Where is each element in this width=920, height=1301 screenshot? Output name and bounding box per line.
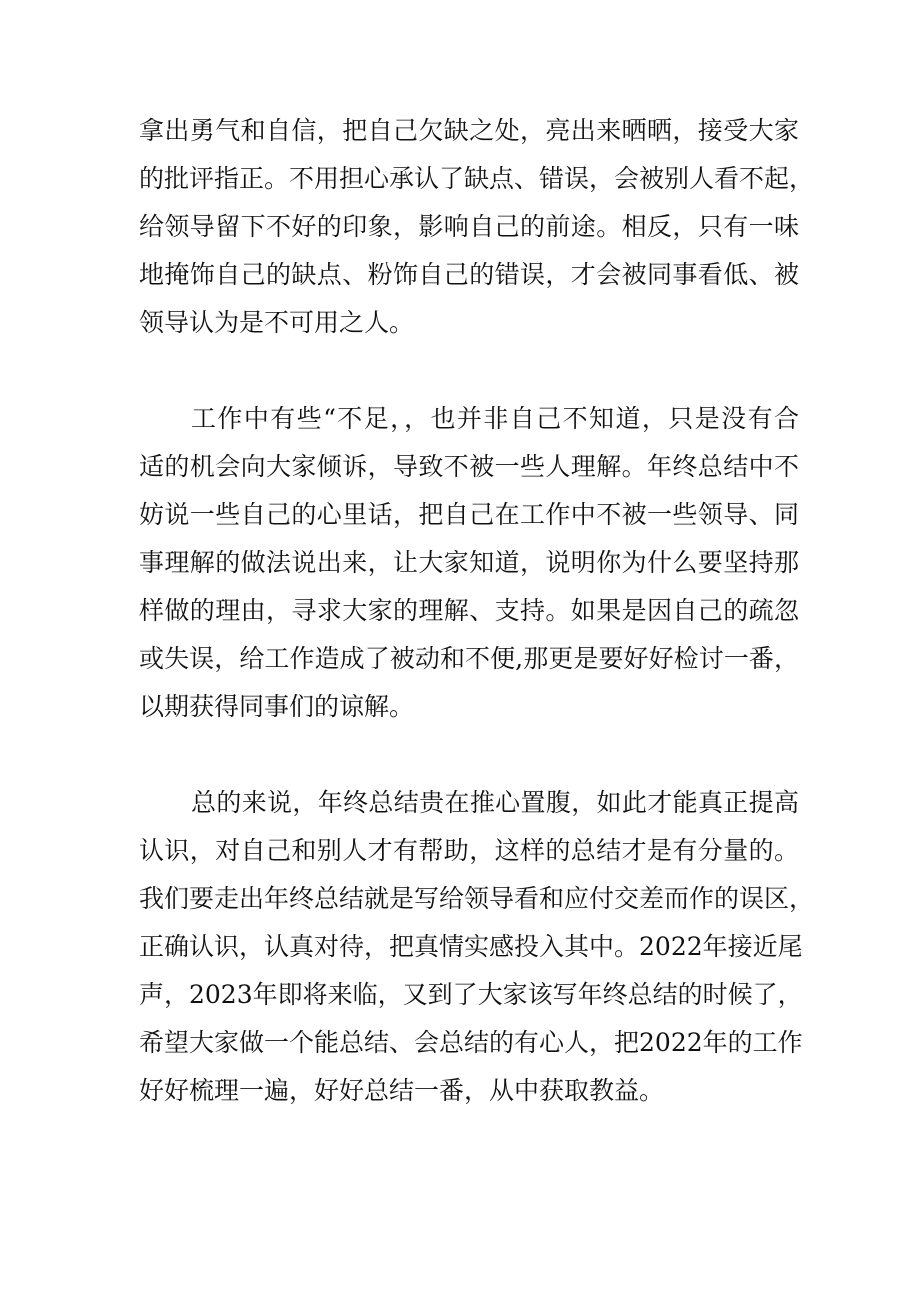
paragraph-line: 给领导留下不好的印象，影响自己的前途。相反，只有一味 (139, 212, 799, 241)
paragraph-line: 希望大家做一个能总结、会总结的有心人，把2022年的工作 (139, 1028, 803, 1057)
paragraph-line: 认识，对自己和别人才有帮助，这样的总结才是有分量的。 (139, 836, 799, 865)
paragraph-line: 适的机会向大家倾诉，导致不被一些人理解。年终总结中不 (139, 452, 799, 481)
paragraph-line: 事理解的做法说出来，让大家知道，说明你为什么要坚持那 (139, 548, 799, 577)
paragraph-line: 妨说一些自己的心里话，把自己在工作中不被一些领导、同 (139, 500, 799, 529)
paragraph-line: 总的来说，年终总结贵在推心置腹，如此才能真正提高 (191, 788, 799, 817)
paragraph-line: 好好梳理一遍，好好总结一番，从中获取教益。 (139, 1076, 665, 1105)
paragraph-line: 正确认识，认真对待，把真情实感投入其中。2022年接近尾 (139, 932, 803, 961)
paragraph-line: 样做的理由，寻求大家的理解、支持。如果是因自己的疏忽 (139, 596, 799, 625)
paragraph-line: 拿出勇气和自信，把自己欠缺之处，亮出来晒晒，接受大家 (139, 116, 799, 145)
paragraph-line: 领导认为是不可用之人。 (139, 308, 415, 337)
paragraph-line: 声，2023年即将来临，又到了大家该写年终总结的时候了， (139, 980, 803, 1009)
paragraph-line: 以期获得同事们的谅解。 (139, 692, 415, 721)
paragraph-line: 的批评指正。不用担心承认了缺点、错误，会被别人看不起， (139, 164, 815, 193)
paragraph-line: 我们要走出年终总结就是写给领导看和应付交差而作的误区， (139, 884, 815, 913)
paragraph-line: 工作中有些“不足，，也并非自己不知道，只是没有合 (191, 404, 799, 433)
paragraph-1 (139, 107, 815, 347)
paragraph-2 (139, 395, 799, 731)
paragraph-3 (139, 779, 815, 1115)
paragraph-line: 或失误，给工作造成了被动和不便,那更是要好好检讨一番， (139, 644, 799, 673)
paragraph-line: 地掩饰自己的缺点、粉饰自己的错误，才会被同事看低、被 (139, 260, 799, 289)
